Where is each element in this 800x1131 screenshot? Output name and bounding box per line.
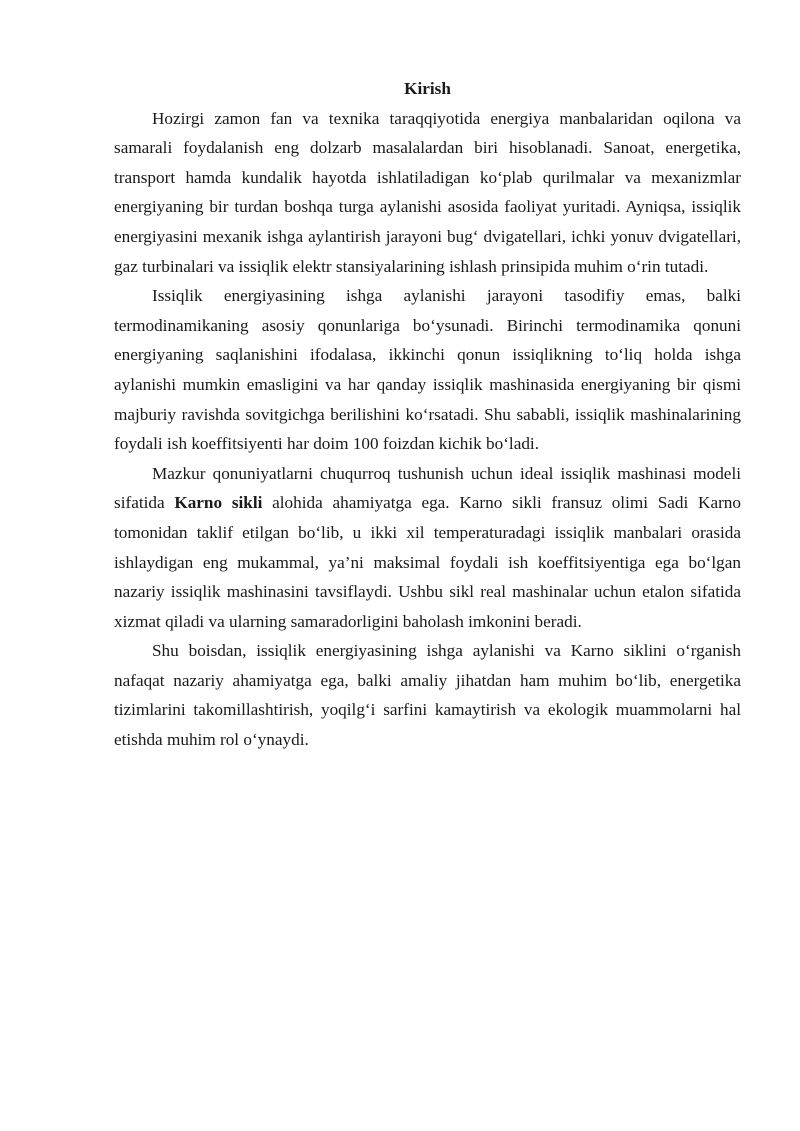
document-body bbox=[114, 74, 741, 755]
paragraph-2: Issiqlik energiyasining ishga aylanishi jarayoni tasodifiy emas, balki termodinamikaning asosiy qonunlariga bo‘ysunadi. Birinchi termodinamika qonuni energiyaning saqlanishini ifodalasa, ikkinchi qonun issiqlikning to‘liq holda ishga aylanishi mumkin emasligini va har qanday issiqlik mashinasida energiyaning bir qismi majburiy ravishda sovitgichga berilishini ko‘rsatadi. Shu sababli, issiqlik mashinalarining foydali ish koeffitsiyenti har doim 100 foizdan kichik bo‘ladi. bbox=[114, 286, 741, 454]
paragraph-4: Shu boisdan, issiqlik energiyasining ishga aylanishi va Karno siklini o‘rganish nafaqat nazariy ahamiyatga ega, balki amaliy jihatdan ham muhim bo‘lib, energetika tizimlarini takomillashtirish, yoqilg‘i sarfini kamaytirish va ekologik muammolarni hal etishda muhim rol o‘ynaydi. bbox=[114, 641, 741, 750]
section-title: Kirish bbox=[404, 79, 451, 98]
bold-term-karno-sikli: Karno sikli bbox=[174, 493, 263, 513]
paragraph-3 bbox=[114, 459, 741, 637]
paragraph-1: Hozirgi zamon fan va texnika taraqqiyotida energiya manbalaridan oqilona va samarali foydalanish eng dolzarb masalalardan biri hisoblanadi. Sanoat, energetika, transport hamda kundalik hayotda ishlatiladigan ko‘plab qurilmalar va mexanizmlar energiyaning bir turdan boshqa turga aylanishi asosida faoliyat yuritadi. Ayniqsa, issiqlik energiyasini mexanik ishga aylantirish jarayoni bug‘ dvigatellari, ichki yonuv dvigatellari, gaz turbinalari va issiqlik elektr stansiyalarining ishlash prinsipida muhim o‘rin tutadi. bbox=[114, 108, 741, 276]
paragraph-3-before: Mazkur qonuniyatlarni chuqurroq tushunish uchun ideal issiqlik mashinasi modeli sifatida bbox=[114, 463, 741, 513]
paragraph-3-after: alohida ahamiyatga ega. Karno sikli fransuz olimi Sadi Karno tomonidan taklif etilgan bo‘lib, u ikki xil temperaturadagi issiqlik manbalari orasida ishlaydigan eng mukammal, ya’ni maksimal foydali ish koeffitsiyentiga ega bo‘lgan nazariy issiqlik mashinasini tavsiflaydi. Ushbu sikl real mashinalar uchun etalon sifatida xizmat qiladi va ularning samaradorligini baholash imkonini beradi. bbox=[114, 493, 741, 631]
